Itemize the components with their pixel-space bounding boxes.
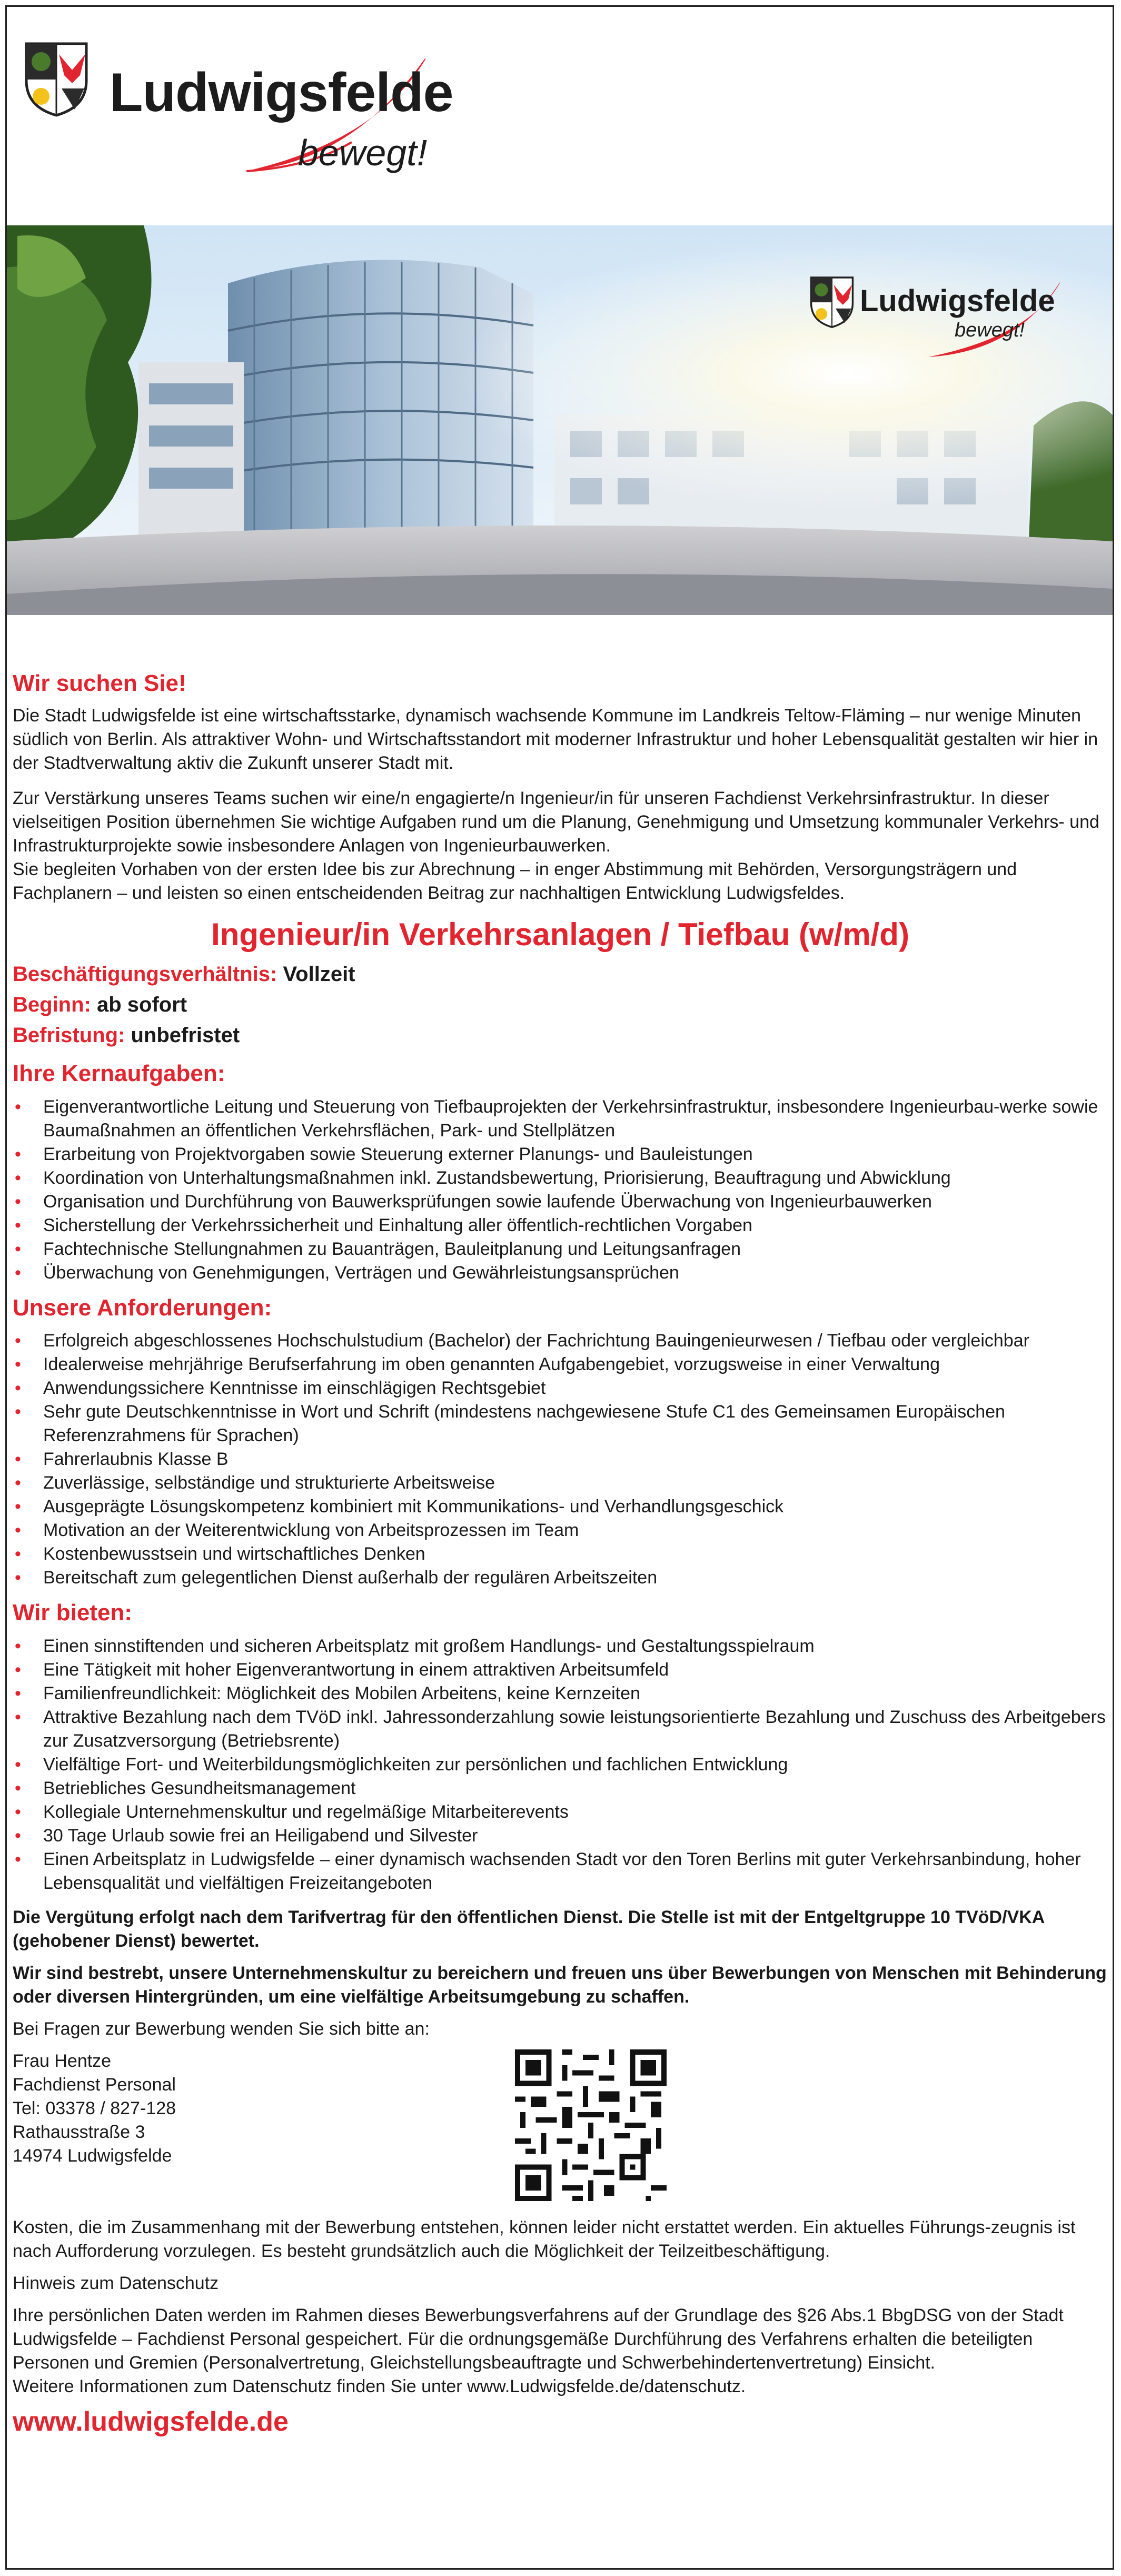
start-date	[13, 989, 1108, 1020]
employment-type	[13, 959, 1108, 989]
logo-name: Ludwigsfelde	[110, 62, 453, 123]
contact-phone: Tel: 03378 / 827-128	[13, 2098, 176, 2119]
contact-name: Frau Hentze	[13, 2051, 112, 2072]
hero-logo-tagline: bewegt!	[955, 319, 1025, 341]
tasks-heading: Ihre Kernaufgaben:	[13, 1060, 225, 1086]
list-item: • Zuverlässige, selbständige und strukturierte Arbeitsweise	[15, 1473, 495, 1493]
intro-paragraph-1: Die Stadt Ludwigsfelde ist eine wirtschaftsstarke, dynamisch wachsende Kommune im Landkreis Teltow-Fläming – nur wenige Minuten südlich von Berlin. Als attraktiver Wohn- und Wirtschaftsstandort mit moderner Infrastruktur und hoher Lebensqualität gestalten wir hier in der Stadtverwaltung aktiv die Zukunft unserer Stadt mit.	[13, 705, 1098, 773]
list-item: • Fahrerlaubnis Klasse B	[15, 1449, 229, 1470]
employment-value: Vollzeit	[283, 962, 355, 986]
diversity-statement: Wir sind bestrebt, unsere Unternehmenskultur zu bereichern und freuen uns über Bewerbungen von Menschen mit Behinderung oder diversen Hintergründen, um eine vielfältige Arbeitsumgebung zu schaffen.	[13, 1963, 1107, 2007]
requirements-heading: Unsere Anforderungen:	[13, 1294, 272, 1321]
tasks-list	[13, 1095, 1108, 1285]
list-item: • Eine Tätigkeit mit hoher Eigenverantwortung in einem attraktiven Arbeitsumfeld	[15, 1660, 669, 1680]
qr-code-icon[interactable]	[515, 2049, 667, 2201]
offer-list	[13, 1634, 1108, 1895]
list-item: • 30 Tage Urlaub sowie frei an Heiligabend und Silvester	[15, 1826, 478, 1846]
website-link[interactable]: www.ludwigsfelde.de	[13, 2406, 289, 2438]
list-item: • Vielfältige Fort- und Weiterbildungsmöglichkeiten zur persönlichen und fachlichen Entwicklung	[15, 1755, 788, 1775]
job-ad-content	[13, 670, 1108, 2438]
list-item: • Einen Arbeitsplatz in Ludwigsfelde – einer dynamisch wachsenden Stadt vor den Toren Berlins mit guter Verkehrsanbindung, hoher Lebensqualität und vielfältigen Freizeitangeboten	[15, 1849, 1081, 1894]
hero-image	[7, 225, 1113, 615]
list-item: • Sicherstellung der Verkehrssicherheit und Einhaltung aller öffentlich-rechtlichen Vorgaben	[15, 1215, 752, 1235]
list-item: • Koordination von Unterhaltungsmaßnahmen inkl. Zustandsbewertung, Priorisierung, Beauftragung und Abwicklung	[15, 1167, 951, 1188]
list-item: • Sehr gute Deutschkenntnisse in Wort und Schrift (mindestens nachgewiesene Stufe C1 des Gemeinsamen Europäischen Referenzrahmens für Sprachen)	[15, 1402, 1005, 1446]
list-item: • Ausgeprägte Lösungskompetenz kombiniert mit Kommunikations- und Verhandlungsgeschick	[15, 1497, 784, 1517]
privacy-text: Ihre persönlichen Daten werden im Rahmen dieses Bewerbungsverfahrens auf der Grundlage des §26 Abs.1 BbgDSG von der Stadt Ludwigsfelde – Fachdienst Personal gespeichert. Für die ordnungsgemäße Durchführung des Verfahrens erhalten die beteiligten Personen und Gremien (Personalvertretung, Gleichstellungsbeauftragte und Schwerbehindertenvertretung) Einsicht.	[13, 2305, 1064, 2373]
privacy-more: Weitere Informationen zum Datenschutz finden Sie unter www.Ludwigsfelde.de/datenschutz.	[13, 2376, 746, 2397]
intro-heading: Wir suchen Sie!	[13, 670, 186, 696]
requirements-list	[13, 1329, 1108, 1590]
job-title: Ingenieur/in Verkehrsanlagen / Tiefbau (w/m/d)	[211, 916, 909, 952]
list-item: • Eigenverantwortliche Leitung und Steuerung von Tiefbauprojekten der Verkehrsinfrastruktur, insbesondere Ingenieurbau-werke sowie Baumaßnahmen an öffentlichen Verkehrsflächen, Park- und Stellplätzen	[15, 1096, 1098, 1141]
list-item: • Anwendungssichere Kenntnisse im einschlägigen Rechtsgebiet	[15, 1378, 546, 1399]
city-logo	[15, 29, 453, 187]
list-item: • Idealerweise mehrjährige Berufserfahrung im oben genannten Aufgabengebiet, vorzugsweise in einer Verwaltung	[15, 1354, 940, 1375]
offer-heading: Wir bieten:	[13, 1600, 132, 1626]
costs-note: Kosten, die im Zusammenhang mit der Bewerbung entstehen, können leider nicht erstattet werden. Ein aktuelles Führungs-zeugnis ist nach Aufforderung vorzulegen. Es besteht grundsätzlich auch die Möglichkeit der Teilzeitbeschäftigung.	[13, 2217, 1076, 2262]
term	[13, 1020, 1108, 1051]
hero-logo	[797, 262, 1060, 368]
list-item: • Überwachung von Genehmigungen, Verträgen und Gewährleistungsansprüchen	[15, 1262, 679, 1283]
list-item: • Kostenbewusstsein und wirtschaftliches Denken	[15, 1544, 425, 1564]
contact-block	[13, 2049, 1108, 2202]
privacy-heading: Hinweis zum Datenschutz	[13, 2273, 219, 2294]
list-item: • Einen sinnstiftenden und sicheren Arbeitsplatz mit großem Handlungs- und Gestaltungsspielraum	[15, 1636, 815, 1657]
start-value: ab sofort	[97, 993, 187, 1016]
list-item: • Kollegiale Unternehmenskultur und regelmäßige Mitarbeiterevents	[15, 1802, 569, 1822]
list-item: • Attraktive Bezahlung nach dem TVöD inkl. Jahressonderzahlung sowie leistungsorientierte Bezahlung und Zuschuss des Arbeitgebers zur Zusatzversorgung (Betriebsrente)	[15, 1707, 1106, 1751]
term-label: Befristung:	[13, 1023, 125, 1047]
coat-of-arms-icon	[22, 38, 91, 117]
intro-paragraph-3: Sie begleiten Vorhaben von der ersten Idee bis zur Abrechnung – in enger Abstimmung mit Behörden, Versorgungsträgern und Fachplanern – und leisten so einen entscheidenden Beitrag zur nachhaltigen Entwicklung Ludwigsfeldes.	[13, 859, 1017, 903]
list-item: • Erfolgreich abgeschlossenes Hochschulstudium (Bachelor) der Fachrichtung Bauingenieurwesen / Tiefbau oder vergleichbar	[15, 1331, 1029, 1351]
list-item: • Fachtechnische Stellungnahmen zu Bauanträgen, Bauleitplanung und Leitungsanfragen	[15, 1239, 741, 1259]
hero-coat-of-arms-icon	[808, 274, 856, 329]
list-item: • Motivation an der Weiterentwicklung von Arbeitsprozessen im Team	[15, 1520, 579, 1541]
start-label: Beginn:	[13, 993, 91, 1016]
list-item: • Betriebliches Gesundheitsmanagement	[15, 1778, 356, 1799]
list-item: • Organisation und Durchführung von Bauwerksprüfungen sowie laufende Überwachung von Ingenieurbauwerken	[15, 1191, 932, 1212]
pay-statement: Die Vergütung erfolgt nach dem Tarifvertrag für den öffentlichen Dienst. Die Stelle ist mit der Entgeltgruppe 10 TVöD/VKA (gehobener Dienst) bewertet.	[13, 1907, 1045, 1951]
intro-paragraph-2: Zur Verstärkung unseres Teams suchen wir eine/n engagierte/n Ingenieur/in für unseren Fachdienst Verkehrsinfrastruktur. In dieser vielseitigen Position übernehmen Sie wichtige Aufgaben rund um die Planung, Genehmigung und Umsetzung kommunaler Verkehrs- und Infrastrukturprojekte sowie insbesondere Anlagen von Ingenieurbauwerken.	[13, 788, 1099, 856]
logo-tagline: bewegt!	[298, 132, 428, 173]
contact-city: 14974 Ludwigsfelde	[13, 2146, 172, 2166]
questions-text: Bei Fragen zur Bewerbung wenden Sie sich bitte an:	[13, 2019, 430, 2039]
hero-logo-name: Ludwigsfelde	[860, 284, 1055, 318]
list-item: • Erarbeitung von Projektvorgaben sowie Steuerung externer Planungs- und Bauleistungen	[15, 1144, 753, 1164]
contact-dept: Fachdienst Personal	[13, 2075, 176, 2095]
list-item: • Familienfreundlichkeit: Möglichkeit des Mobilen Arbeitens, keine Kernzeiten	[15, 1683, 640, 1704]
term-value: unbefristet	[131, 1023, 240, 1047]
list-item: • Bereitschaft zum gelegentlichen Dienst außerhalb der regulären Arbeitszeiten	[15, 1568, 658, 1588]
contact-street: Rathausstraße 3	[13, 2122, 145, 2143]
employment-label: Beschäftigungsverhältnis:	[13, 962, 277, 986]
